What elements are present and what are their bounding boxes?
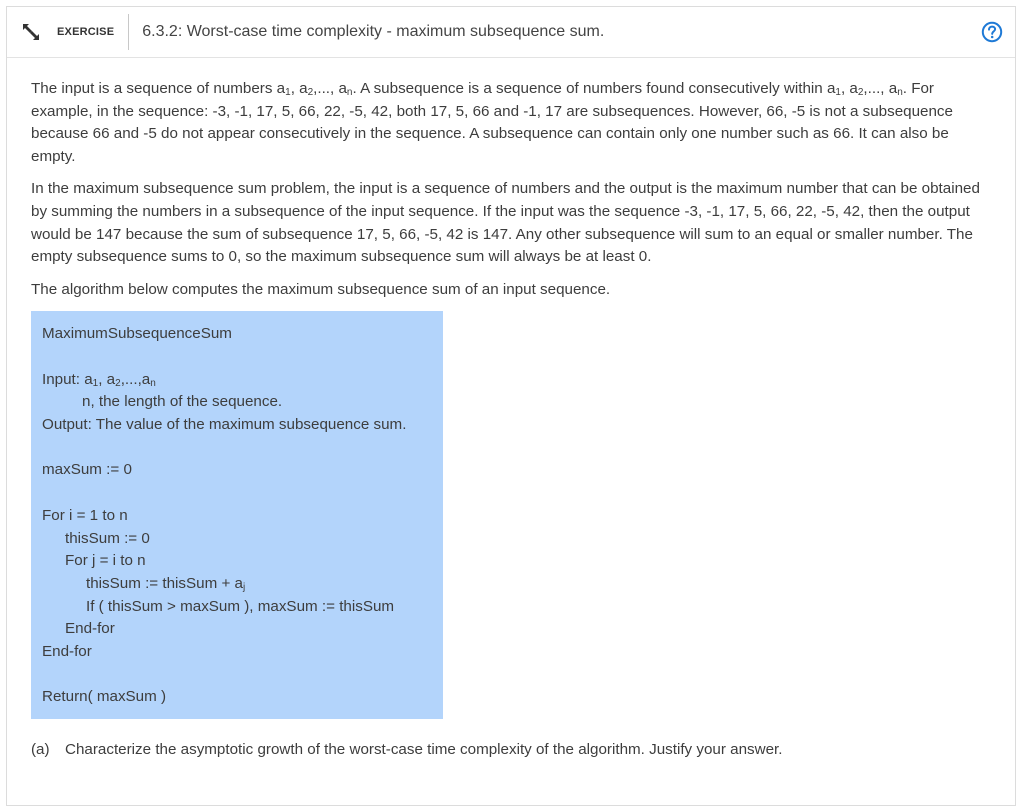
question-circle-icon[interactable] (981, 21, 1003, 43)
algorithm-box (31, 311, 443, 719)
question-a (31, 741, 991, 758)
exercise-card (6, 6, 1016, 806)
blank-line (42, 346, 443, 369)
algorithm-if: If ( thisSum > maxSum ), maxSum := thisSum (86, 597, 395, 615)
intro-paragraph-3: The algorithm below computes the maximum subsequence sum of an input sequence. (31, 280, 611, 298)
algorithm-for-i: For i = 1 to n (42, 506, 128, 524)
exercise-label: EXERCISE (57, 26, 115, 38)
header-divider (128, 14, 129, 50)
blank-line (42, 664, 443, 687)
question-label: (a) (31, 741, 50, 759)
question-text: Characterize the asymptotic growth of the worst-case time complexity of the algorithm. Justify your answer. (65, 741, 783, 759)
algorithm-name: MaximumSubsequenceSum (42, 325, 232, 343)
intro-paragraph-2: In the maximum subsequence sum problem, the input is a sequence of numbers and the output is the maximum number that can be obtained by summing the numbers in a subsequence of the input sequence. If the input was the sequence -3, -1, 17, 5, 66, 22, -5, 42, then the output would be 147 because the sum of subsequence 17, 5, 66, -5, 42 is 147. Any other subsequence will sum to an equal or smaller number. The empty subsequence sums to 0, so the maximum subsequence sum will always be at least 0. (31, 180, 980, 266)
algorithm-return: Return( maxSum ) (42, 688, 167, 706)
algorithm-input-length: n, the length of the sequence. (82, 393, 283, 411)
page-title: 6.3.2: Worst-case time complexity - maximum subsequence sum. (142, 23, 605, 40)
algorithm-endfor-outer: End-for (42, 642, 92, 660)
blank-line (42, 437, 443, 460)
exercise-header (7, 7, 1015, 58)
algorithm-output-line: Output: The value of the maximum subsequence sum. (42, 416, 407, 434)
blank-line (42, 482, 443, 505)
algorithm-init: maxSum := 0 (42, 461, 132, 479)
exercise-content (7, 58, 1015, 758)
algorithm-update: thisSum := thisSum + $a_j$ (86, 574, 246, 593)
algorithm-endfor-inner: End-for (65, 620, 115, 638)
arrows-expand-icon (19, 20, 43, 44)
algorithm-this-init: thisSum := 0 (65, 529, 150, 547)
algorithm-input-line: Input: $a_1$, $a_2,...,a_n$ (42, 370, 156, 389)
algorithm-for-j: For j = i to n (65, 552, 146, 570)
intro-paragraph-1: The input is a sequence of numbers $a_1$, $a_2$,..., $a_n$. A subsequence is a sequence of numbers found consecutively within $a_1$, $a_2$,..., $a_n$. For example, in the sequence: -3, -1, 17, 5, 66, 22, -5, 42, both 17, 5, 66 and -1, 17 are subsequences. However, 66, -5 is not a subsequence because 66 and -5 do not appear consecutively in the sequence. A subsequence can contain only one number such as 66. It can also be empty. (31, 80, 953, 165)
